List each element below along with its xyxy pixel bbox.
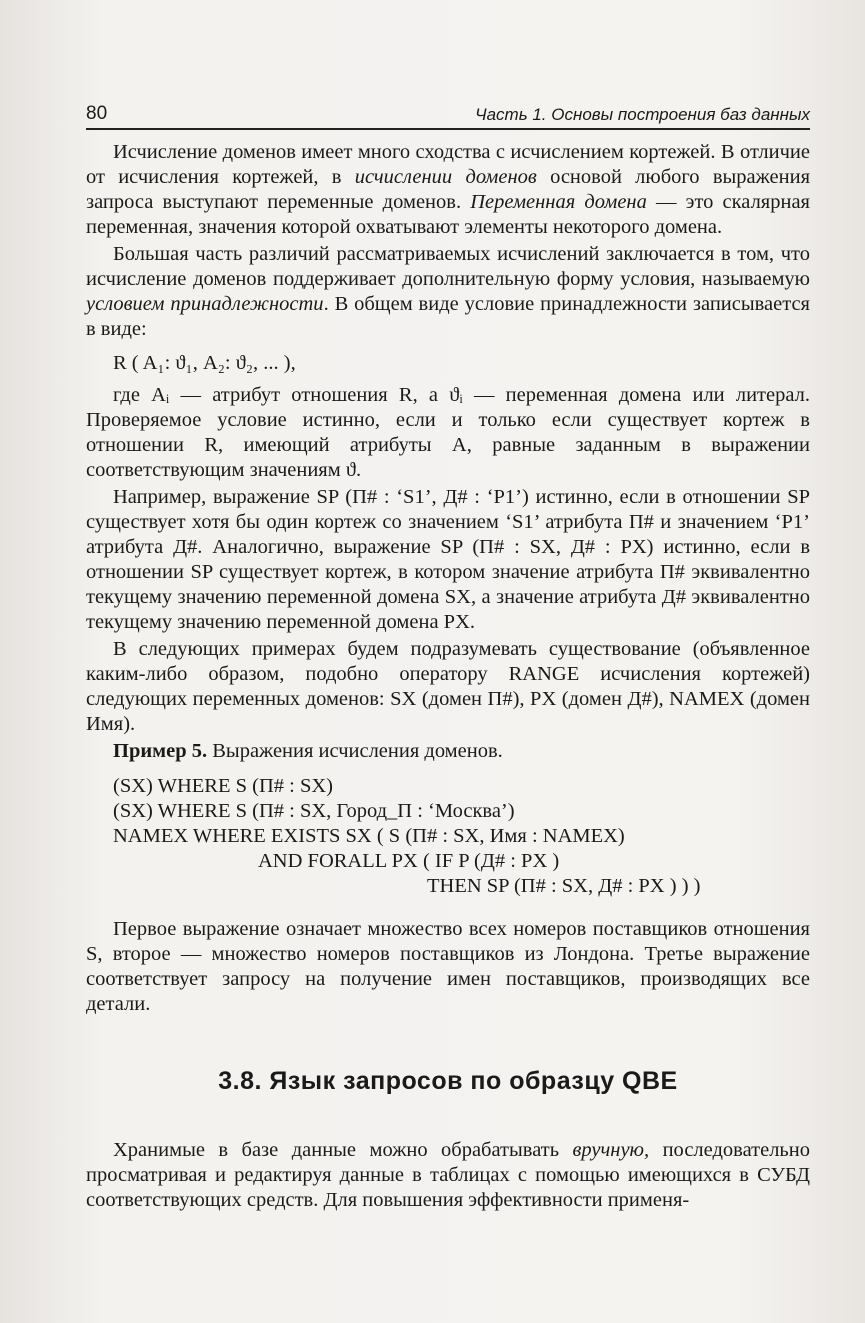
code-line: NAMEX WHERE EXISTS SX ( S (П# : SX, Имя : NAMEX) <box>113 825 625 847</box>
code-line: THEN SP (П# : SX, Д# : PX ) ) ) <box>427 875 701 897</box>
code-line: AND FORALL PX ( IF P (Д# : PX ) <box>258 850 560 872</box>
term-domain-variable: Переменная домена <box>470 191 647 213</box>
paragraph-membership-condition: Большая часть различий рассматриваемых исчислений заключается в том, что исчисление доменов поддерживает дополнительную форму условия, называемую условием принадлежности. В общем виде условие принадлежности записывается в виде: <box>86 243 810 340</box>
code-line: (SX) WHERE S (П# : SX) <box>113 775 333 797</box>
page-header <box>86 102 810 130</box>
paragraph-domain-calculus-intro: Исчисление доменов имеет много сходства с исчислением кортежей. В отличие от исчисления кортежей, в исчислении доменов основой любого выражения запроса выступают переменные доменов. Переменная домена — это скалярная переменная, значения которой охватывают элементы некоторого домена. <box>86 141 810 238</box>
term-manually: вручную, <box>572 1139 650 1161</box>
section-heading: 3.8. Язык запросов по образцу QBE <box>218 1067 678 1095</box>
page-body <box>86 140 810 1213</box>
paragraph-qbe-intro: Хранимые в базе данные можно обрабатывать вручную, последовательно просматривая и редактируя данные в таблицах с помощью имеющихся в СУБД соответствующих средств. Для повышения эффективности применя- <box>86 1139 810 1211</box>
paragraph-sp-example: Например, выражение SP (П# : ‘S1’, Д# : ‘P1’) истинно, если в отношении SP существует хотя бы один кортеж со значением ‘S1’ атрибута П# и значением ‘P1’ атрибута Д#. Аналогично, выражение SP (П# : SX, Д# : PX) истинно, если в отношении SP существует кортеж, в котором значение атрибута П# эквивалентно текущему значению переменной домена SX, а значение атрибута Д# эквивалентно текущему значению переменной домена PX. <box>86 486 810 633</box>
term-domain-calculus: исчислении доменов <box>354 166 537 188</box>
code-line: (SX) WHERE S (П# : SX, Город_П : ‘Москва’) <box>113 800 515 822</box>
paragraph-example-explanation: Первое выражение означает множество всех номеров поставщиков отношения S, второе — множество номеров поставщиков из Лондона. Третье выражение соответствует запросу на получение имен поставщиков, производящих все детали. <box>86 918 810 1015</box>
example-number: Пример 5. <box>113 740 208 762</box>
code-example <box>113 774 810 899</box>
page-number: 80 <box>86 103 108 124</box>
running-title: Часть 1. Основы построения баз данных <box>475 105 810 124</box>
membership-formula: R ( A₁: ϑ₁, A₂: ϑ₂, ... ), <box>113 352 296 374</box>
paragraph-formula-explanation: где Aᵢ — атрибут отношения R, а ϑᵢ — переменная домена или литерал. Проверяемое условие истинно, если и только если существует кортеж в отношении R, имеющий атрибуты А, равные заданным в выражении соответствующим значениям ϑ. <box>86 384 810 481</box>
example-heading: Пример 5. Выражения исчисления доменов. <box>113 740 503 762</box>
term-membership-condition: условием принадлежности <box>86 293 324 315</box>
paragraph-domain-variables: В следующих примерах будем подразумевать существование (объявленное каким-либо образом, подобно оператору RANGE исчисления кортежей) следующих переменных доменов: SX (домен П#), PX (домен Д#), NAMEX (домен Имя). <box>86 638 810 735</box>
